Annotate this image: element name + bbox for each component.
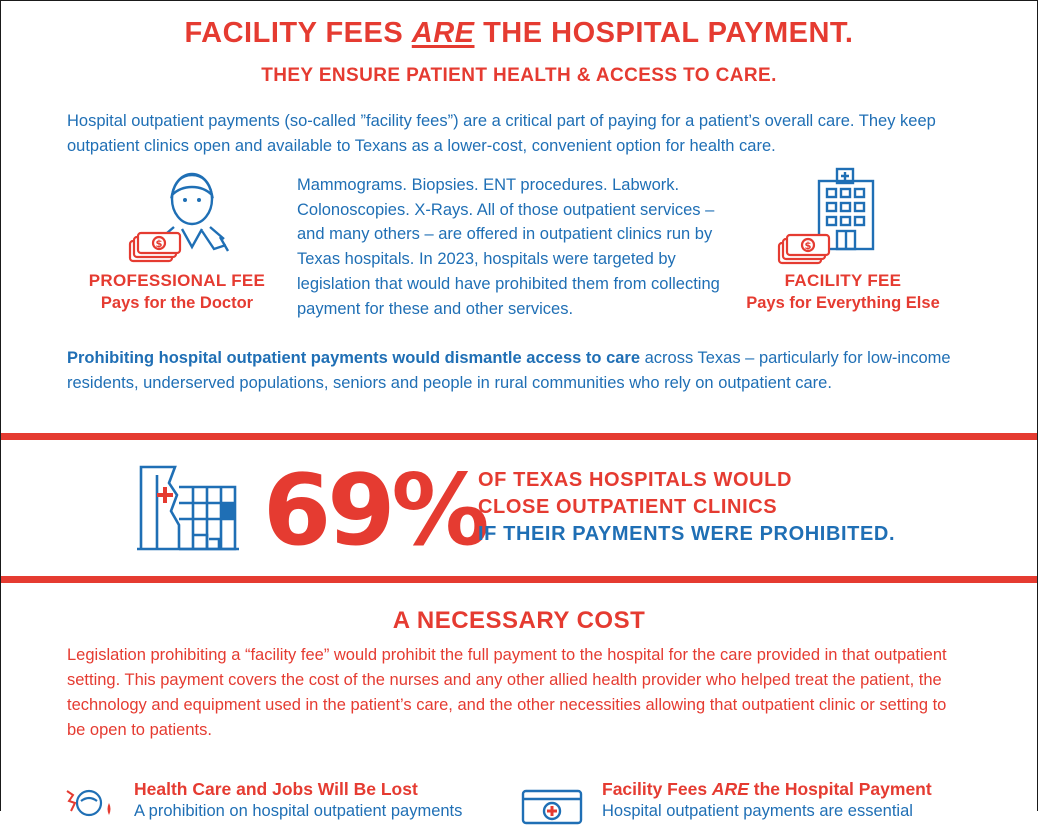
access-paragraph: [67, 346, 972, 396]
svg-text:$: $: [155, 239, 163, 250]
hospital-with-money-icon: [777, 167, 877, 267]
stat-line-1: OF TEXAS HOSPITALS WOULD: [478, 469, 793, 491]
broken-hospital-icon: [135, 465, 245, 555]
access-bold-text: Prohibiting hospital outpatient payments would dismantle access to care: [67, 349, 641, 367]
facility-fee-title: FACILITY FEE: [784, 271, 902, 290]
access-rest-text: across Texas – particularly for low-income residents, underserved populations, seniors and people in rural communities who rely on outpatient care.: [67, 349, 951, 392]
facility-fee-subtitle: Pays for Everything Else: [746, 294, 940, 312]
column-2-title: Facility Fees ARE the Hospital Payment: [602, 779, 932, 799]
page-title: FACILITY FEES ARE THE HOSPITAL PAYMENT.: [184, 17, 854, 49]
stat-line-3: IF THEIR PAYMENTS WERE PROHIBITED.: [478, 523, 896, 545]
cost-paragraph: Legislation prohibiting a “facility fee” would prohibit the full payment to the hospital for the care provided in that outpatient setting. This payment covers the cost of the nurses and any other allied health provider who helped treat the patient, the technology and equipment used in the patient’s care, and the other necessities allowing that outpatient clinic or setting to be open to patients.: [67, 646, 947, 739]
intro-paragraph: Hospital outpatient payments (so-called ”facility fees”) are a critical part of paying for a patient’s overall care. They keep outpatient clinics open and available to Texans as a lower-cost, convenient option for health care.: [67, 112, 936, 155]
stat-description: [478, 467, 895, 548]
column-1-body: A prohibition on hospital outpatient payments: [134, 802, 463, 820]
column-1-title: Health Care and Jobs Will Be Lost: [134, 779, 418, 799]
outpatient-services-paragraph: Mammograms. Biopsies. ENT procedures. Labwork. Colonoscopies. X-Rays. All of those outpatient services – and many others – are offered in outpatient clinics run by Texas hospitals. In 2023, hospitals were targeted by legislation that would have prohibited them from collecting payment for these and other services.: [297, 176, 720, 318]
professional-fee-subtitle: Pays for the Doctor: [100, 294, 254, 312]
svg-text:$: $: [804, 241, 812, 252]
stat-line-2: CLOSE OUTPATIENT CLINICS: [478, 496, 778, 518]
professional-fee-title: PROFESSIONAL FEE: [88, 271, 266, 290]
page-subtitle: THEY ENSURE PATIENT HEALTH & ACCESS TO CARE.: [261, 65, 777, 86]
sick-person-icon: [63, 781, 123, 821]
column-2-body: Hospital outpatient payments are essential: [602, 802, 913, 820]
top-red-divider: [1, 433, 1037, 440]
professional-fee-block: [77, 271, 277, 313]
doctor-with-money-icon: [126, 167, 236, 267]
bottom-red-divider: [1, 576, 1037, 583]
section-title: A NECESSARY COST: [392, 607, 646, 634]
stat-percentage: 69%: [263, 454, 486, 568]
facility-fee-block: [733, 271, 953, 313]
medical-kit-icon: [521, 785, 585, 825]
